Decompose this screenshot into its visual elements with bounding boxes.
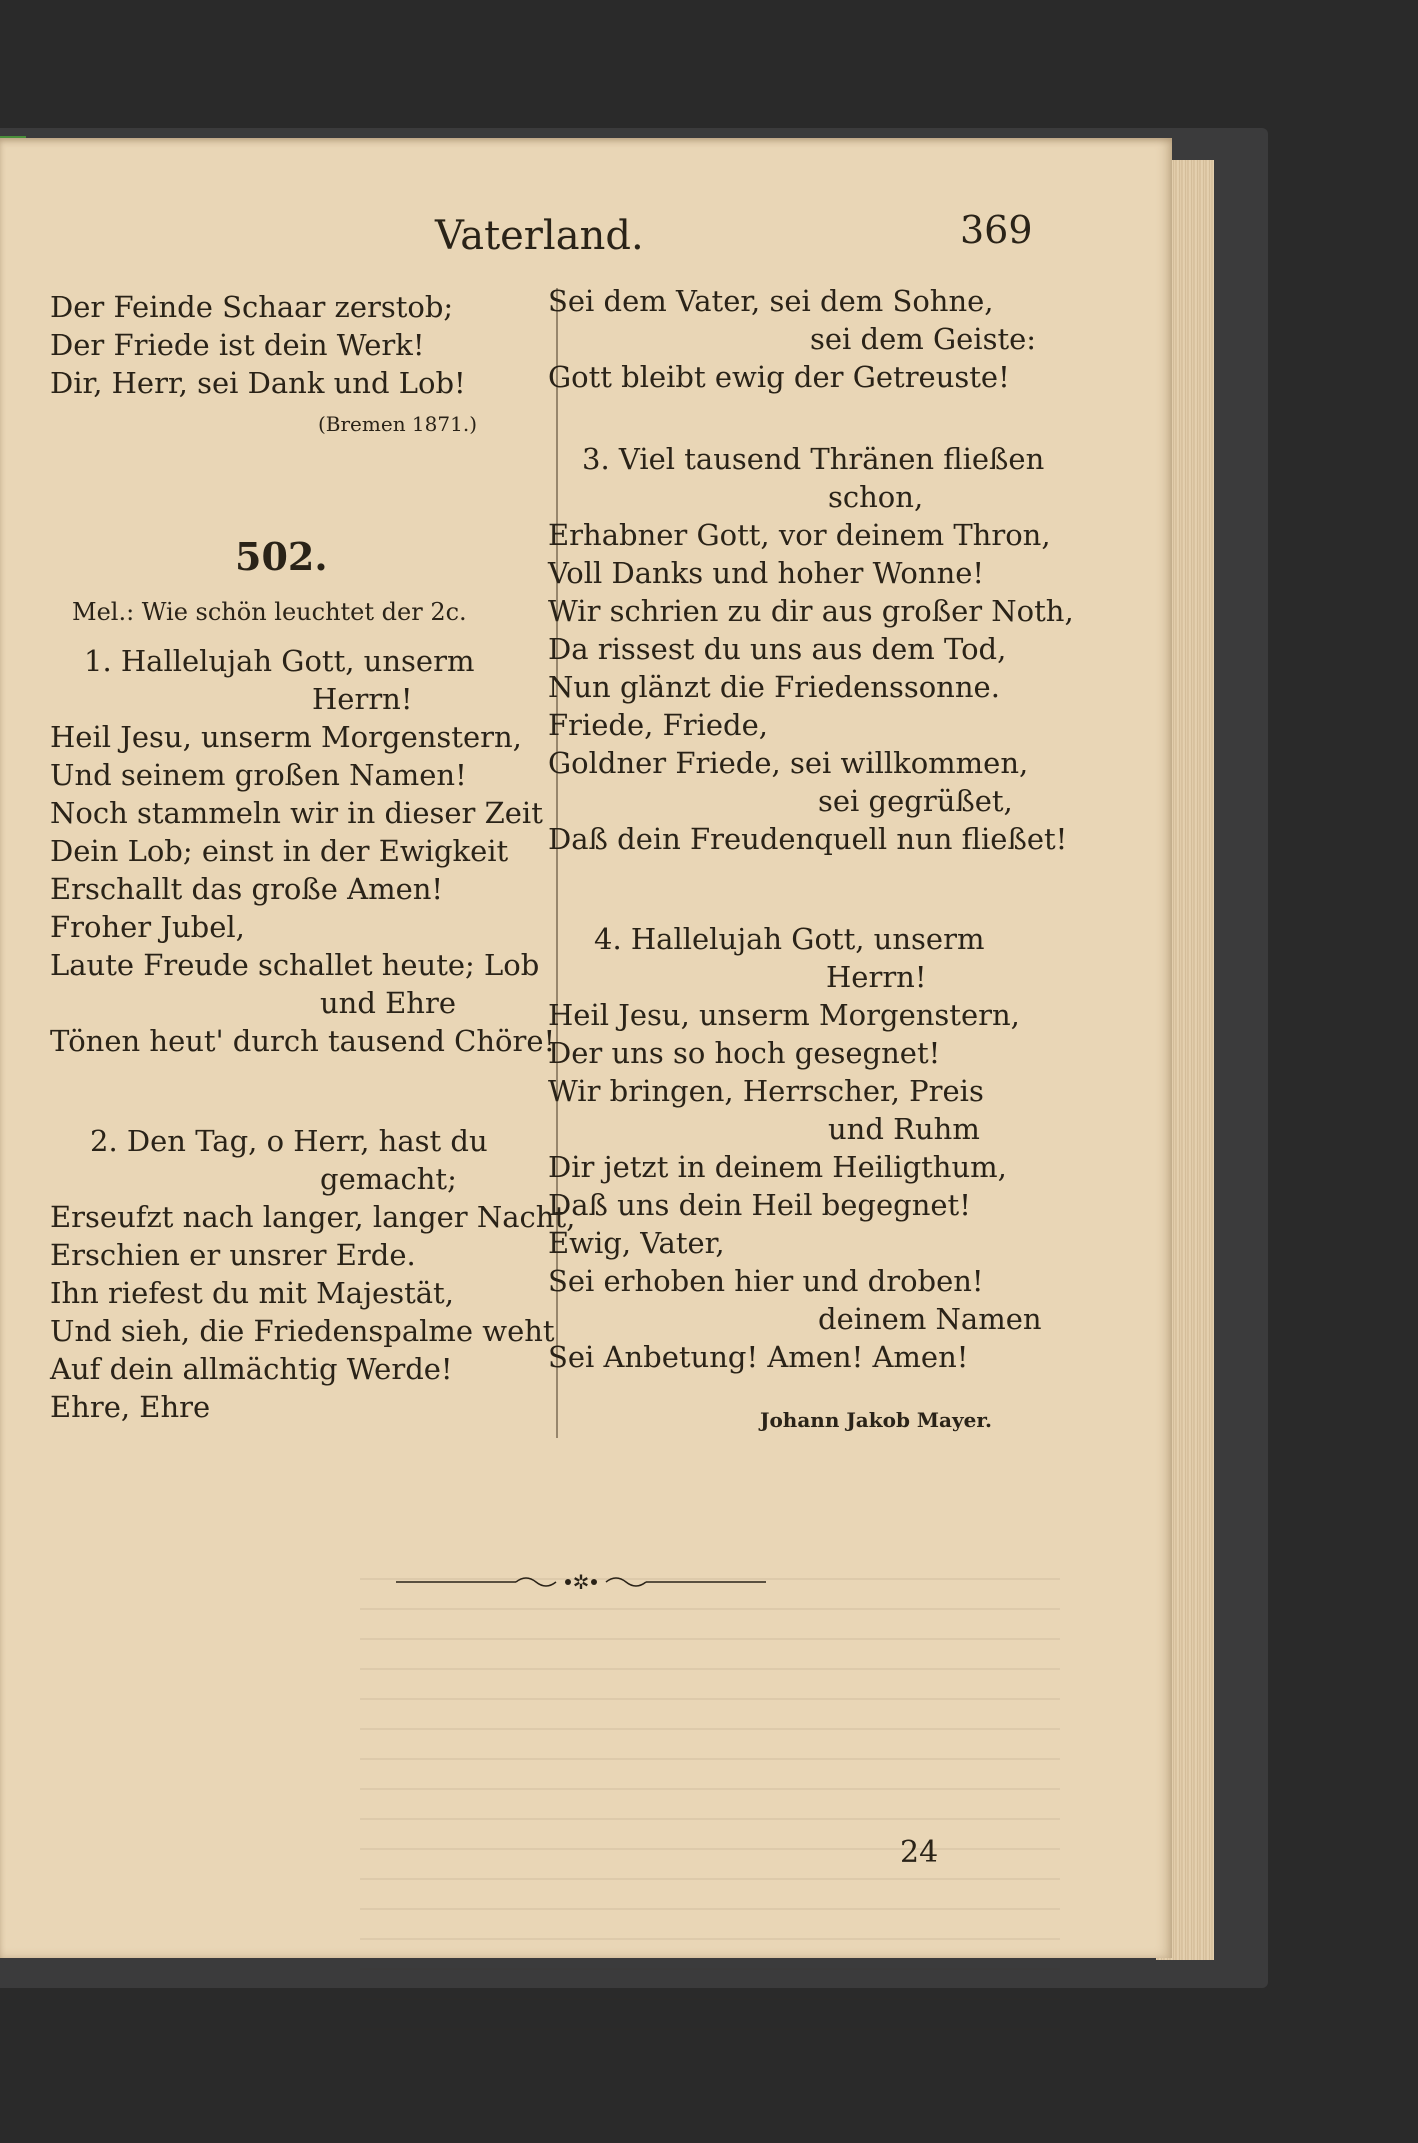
verse-line: Auf dein allmächtig Werde! bbox=[50, 1352, 453, 1386]
verse-line: Ehre, Ehre bbox=[50, 1390, 211, 1424]
left-column bbox=[50, 288, 540, 402]
hymn-number: 502. bbox=[235, 534, 328, 579]
text-line: Dir, Herr, sei Dank und Lob! bbox=[50, 366, 466, 400]
verse-line: Und sieh, die Friedenspalme weht bbox=[50, 1314, 555, 1348]
verse-line: Noch stammeln wir in dieser Zeit bbox=[50, 796, 543, 830]
verse-line: deinem Namen bbox=[818, 1302, 1042, 1336]
verse-line: Und seinem großen Namen! bbox=[50, 758, 467, 792]
verse-line: Sei dem Vater, sei dem Sohne, bbox=[548, 284, 994, 318]
verse-line: Ewig, Vater, bbox=[548, 1226, 725, 1260]
running-header: Vaterland. bbox=[435, 213, 644, 259]
verse-line: 1. Hallelujah Gott, unserm bbox=[84, 644, 475, 678]
verse-line: Daß uns dein Heil begegnet! bbox=[548, 1188, 971, 1222]
verse-line: und Ruhm bbox=[828, 1112, 980, 1146]
verse-line: Sei erhoben hier und droben! bbox=[548, 1264, 984, 1298]
verse-line: Gott bleibt ewig der Getreuste! bbox=[548, 360, 1010, 394]
show-through bbox=[360, 1578, 1060, 2038]
verse-line: Nun glänzt die Friedenssonne. bbox=[548, 670, 1000, 704]
verse-line: sei dem Geiste: bbox=[810, 322, 1037, 356]
verse-line: 3. Viel tausend Thränen fließen bbox=[582, 442, 1045, 476]
verse-line: Heil Jesu, unserm Morgenstern, bbox=[548, 998, 1020, 1032]
verse-line: Erschien er unsrer Erde. bbox=[50, 1238, 416, 1272]
verse-line: Froher Jubel, bbox=[50, 910, 245, 944]
verse-line: Friede, Friede, bbox=[548, 708, 768, 742]
verse-line: 2. Den Tag, o Herr, hast du bbox=[90, 1124, 488, 1158]
verse-line: Herrn! bbox=[312, 682, 413, 716]
verse-2 bbox=[50, 1122, 575, 1426]
verse-line: Dein Lob; einst in der Ewigkeit bbox=[50, 834, 509, 868]
melody-note: Mel.: Wie schön leuchtet der 2c. bbox=[72, 598, 467, 626]
verse-line: gemacht; bbox=[320, 1162, 457, 1196]
verse-line: Ihn riefest du mit Majestät, bbox=[50, 1276, 454, 1310]
verse-line: Erhabner Gott, vor deinem Thron, bbox=[548, 518, 1051, 552]
verse-line: Daß dein Freudenquell nun fließet! bbox=[548, 822, 1068, 856]
ornament-divider-icon bbox=[396, 1567, 766, 1597]
svg-text:✲: ✲ bbox=[572, 1570, 590, 1594]
text-line: Der Feinde Schaar zerstob; bbox=[50, 290, 454, 324]
doxology bbox=[548, 282, 1036, 396]
verse-line: schon, bbox=[828, 480, 924, 514]
verse-line: Der uns so hoch gesegnet! bbox=[548, 1036, 941, 1070]
verse-line: Tönen heut' durch tausend Chöre! bbox=[50, 1024, 556, 1058]
text-line: Der Friede ist dein Werk! bbox=[50, 328, 425, 362]
verse-4 bbox=[548, 920, 1042, 1376]
verse-line: Voll Danks und hoher Wonne! bbox=[548, 556, 985, 590]
verse-3 bbox=[548, 440, 1074, 858]
hymn-author: Johann Jakob Mayer. bbox=[760, 1408, 993, 1432]
verse-line: Erseufzt nach langer, langer Nacht, bbox=[50, 1200, 576, 1234]
verse-line: Dir jetzt in deinem Heiligthum, bbox=[548, 1150, 1007, 1184]
verse-line: sei gegrüßet, bbox=[818, 784, 1013, 818]
verse-line: Herrn! bbox=[826, 960, 927, 994]
verse-line: Sei Anbetung! Amen! Amen! bbox=[548, 1340, 969, 1374]
signature-mark: 24 bbox=[900, 1835, 939, 1870]
verse-line: Goldner Friede, sei willkommen, bbox=[548, 746, 1029, 780]
verse-line: und Ehre bbox=[320, 986, 457, 1020]
verse-line: Wir bringen, Herrscher, Preis bbox=[548, 1074, 984, 1108]
verse-line: Erschallt das große Amen! bbox=[50, 872, 444, 906]
verse-line: Wir schrien zu dir aus großer Noth, bbox=[548, 594, 1074, 628]
verse-line: Da rissest du uns aus dem Tod, bbox=[548, 632, 1007, 666]
verse-line: Heil Jesu, unserm Morgenstern, bbox=[50, 720, 522, 754]
page-number: 369 bbox=[960, 208, 1033, 252]
verse-1 bbox=[50, 642, 555, 1060]
hymn-source: (Bremen 1871.) bbox=[318, 412, 477, 436]
verse-line: 4. Hallelujah Gott, unserm bbox=[594, 922, 985, 956]
verse-line: Laute Freude schallet heute; Lob bbox=[50, 948, 540, 982]
